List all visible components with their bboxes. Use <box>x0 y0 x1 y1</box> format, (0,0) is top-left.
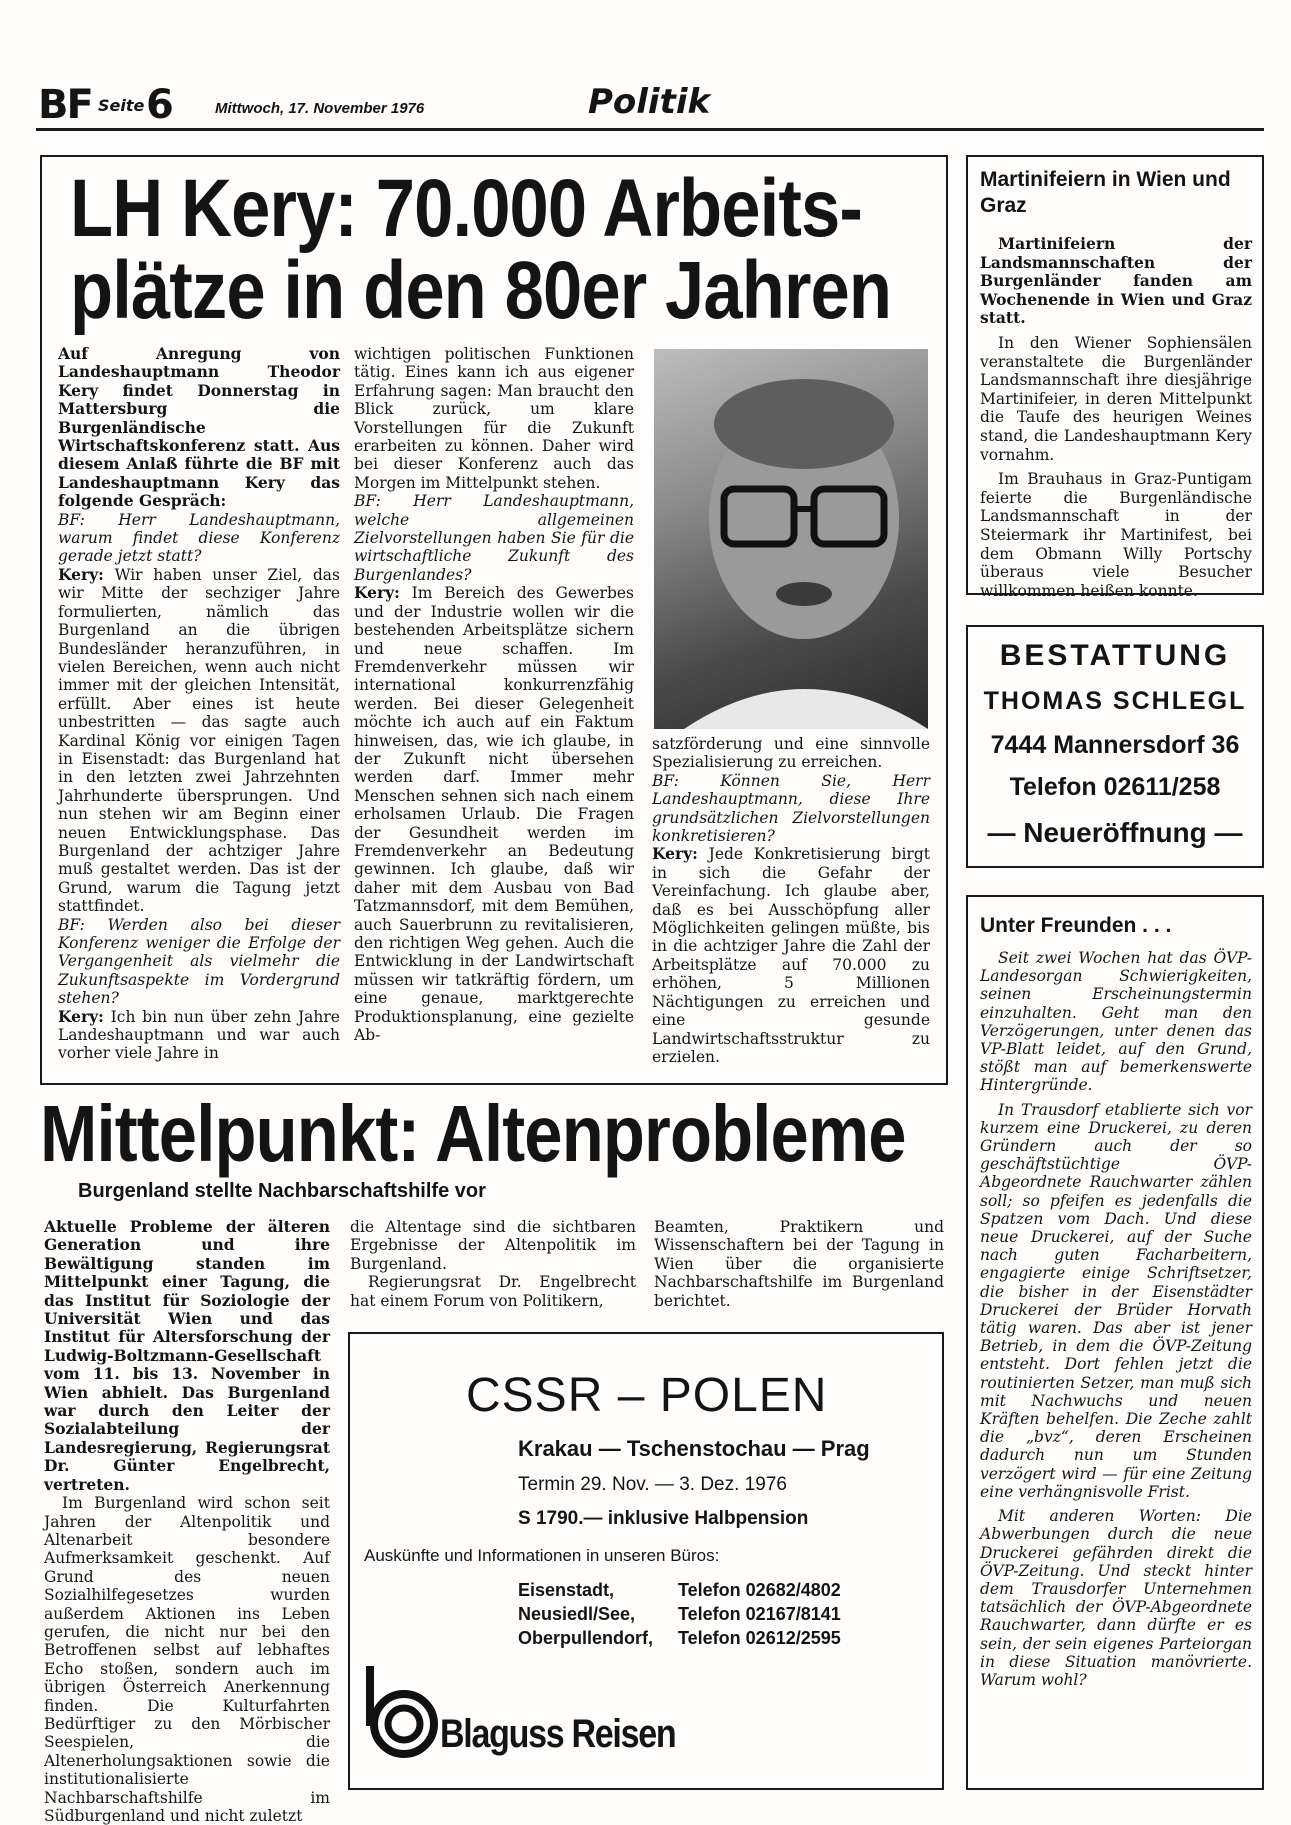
speaker-label: Kery: <box>58 564 104 584</box>
travel-ad-dates: Termin 29. Nov. — 3. Dez. 1976 <box>518 1474 787 1495</box>
page-number: 6 <box>146 82 174 128</box>
office-city: Oberpullendorf, <box>518 1628 653 1648</box>
article-kery-headline-2: plätze in den 80er Jahren <box>70 245 892 336</box>
answer: Jede Konkretisierung birgt in sich die Gefahr der Vereinfachung. Ich glaube aber, daß es bei Ausschöpfung aller Möglichkeiten gelingen müßte, bis in die achtziger Jahre die Zahl der Arbeitsplätze auf 70.000 zu erhöhen, 5 Millionen Nächtigungen zu erreichen und eine gesunde Landwirtschaftsstruktur zu erzielen. <box>652 845 930 1066</box>
travel-ad-info: Auskünfte und Informationen in unseren Büros: <box>364 1546 720 1565</box>
header-rule <box>36 128 1264 131</box>
answer: Ich bin nun über zehn Jahre Landeshauptmann und war auch vorher viele Jahre in <box>58 1007 340 1063</box>
article-kery-column-1 <box>58 345 340 1075</box>
funeral-ad <box>966 625 1264 868</box>
paragraph: wichtigen politischen Funktionen tätig. Eines kann ich aus eigener Erfahrung sagen: Man braucht den Blick zurück, um klare Vorstellungen für die Zukunft erarbeiten zu können. Daher wird bei dieser Konferenz auch das Morgen im Mittelpunkt stehen. <box>354 345 634 492</box>
office-phone: Telefon 02167/8141 <box>678 1604 841 1624</box>
travel-ad-cities: Krakau — Tschenstochau — Prag <box>518 1436 870 1461</box>
answer: Wir haben unser Ziel, das wir Mitte der sechziger Jahre formulierten, nämlich das Burgenland an die übrigen Bundesländer heranzuführen, in vielen Bereichen, wenn auch nicht immer mit der gleichen Intensität, erfüllt. Aber eines ist heute unbestritten — das sagte auch Kardinal König vor einigen Tagen in Eisenstadt: das Burgenland hat in den letzten zwei Jahrzehnten Jahrhunderte übersprungen. Und nun stehen wir am Beginn einer neuen Entwicklungsphase. Das Burgenland der achtziger Jahre muß gestaltet werden. Das ist der Grund, warum die Tagung jetzt stattfindet. <box>58 565 340 916</box>
section-title: Politik <box>588 82 711 122</box>
office-phone: Telefon 02612/2595 <box>678 1628 841 1648</box>
sidebar-martini-title: Martinifeiern in Wien und Graz <box>980 168 1231 217</box>
travel-ad-title: CSSR – POLEN <box>466 1369 828 1422</box>
question: BF: Herr Landeshauptmann, warum findet diese Konferenz gerade jetzt statt? <box>58 510 340 566</box>
question: BF: Herr Landeshauptmann, welche allgemeinen Zielvorstellungen haben Sie für die wirtschaftliche Zukunft des Burgenlandes? <box>354 492 634 584</box>
funeral-ad-line-5: — Neueröffnung — <box>987 817 1243 848</box>
funeral-ad-line-4: Telefon 02611/258 <box>1009 773 1221 801</box>
speaker-label: Kery: <box>652 844 698 864</box>
blaguss-logo-icon <box>362 1664 438 1760</box>
sidebar-friends-body <box>980 949 1252 1689</box>
paragraph: In den Wiener Sophiensälen veranstaltete die Burgenländer Landsmannschaft ihre diesjährige Martinifeier, in deren Mittelpunkt die Taufe des heurigen Weines stand, die Landeshauptmann Kery vornahm. <box>980 333 1252 464</box>
paragraph: Im Brauhaus in Graz-Puntigam feierte die Burgenländische Landsmannschaft in der Steiermark ihr Martinifest, bei dem Obmann Willy Portschy überaus viele Besucher willkommen heißen konnte. <box>980 470 1252 600</box>
speaker-label: Kery: <box>58 1006 104 1026</box>
funeral-ad-line-1: BESTATTUNG <box>999 639 1231 672</box>
question: BF: Können Sie, Herr Landeshauptmann, diese Ihre grundsätzlichen Zielvorstellungen konkretisieren? <box>652 771 930 846</box>
article-kery-column-3 <box>652 735 930 1075</box>
paragraph: Mit anderen Worten: Die Abwerbungen durch die neue Druckerei gefährden direkt die ÖVP-Zeitung. Und steckt hinter dem Trausdorfer Unternehmen tatsächlich der ÖVP-Abgeordnete Rauchwarter, dann dürfte er es sein, der sein eigenes Parteiorgan in diese Situation manövrierte. Warum wohl? <box>980 1507 1252 1689</box>
paragraph: Beamten, Praktikern und Wissenschaftern bei der Tagung in Wien über die organisierte Nachbarschaftshilfe im Burgenland berichtet. <box>654 1218 944 1310</box>
travel-ad-price: S 1790.— inklusive Halbpension <box>518 1508 809 1529</box>
office-city: Eisenstadt, <box>518 1580 615 1600</box>
travel-ad <box>348 1332 944 1790</box>
kery-portrait-photo <box>654 349 928 729</box>
paragraph: Seit zwei Wochen hat das ÖVP-Landesorgan Schwierigkeiten, seinen Erscheinungstermin einzuhalten. Geht man den Verzögerungen, unter denen das VP-Blatt leidet, auf den Grund, stößt man auf bemerkenswerte Hintergründe. <box>980 949 1252 1095</box>
question: BF: Werden also bei dieser Konferenz weniger die Erfolge der Vergangenheit als vielmehr die Zukunftsaspekte im Vordergrund stehen? <box>58 915 340 1008</box>
speaker-label: Kery: <box>354 583 400 603</box>
office-city: Neusiedl/See, <box>518 1604 636 1624</box>
office-phone: Telefon 02682/4802 <box>678 1580 841 1600</box>
page-label: Seite <box>98 96 145 115</box>
article-alten-column-2 <box>350 1218 636 1318</box>
funeral-ad-line-3: 7444 Mannersdorf 36 <box>990 731 1240 759</box>
sidebar-martini-body <box>980 235 1252 600</box>
paragraph: die Altentage sind die sichtbaren Ergebnisse der Altenpolitik im Burgenland. <box>350 1218 636 1273</box>
article-alten-column-3 <box>654 1218 944 1318</box>
article-kery-column-2 <box>354 345 634 1075</box>
travel-ad-brand: Blaguss Reisen <box>440 1712 676 1756</box>
article-kery-box <box>40 155 948 1085</box>
newspaper-logo: BF <box>38 82 92 128</box>
sidebar-martini-lead: Martinifeiern der Landsmannschaften der Burgenländer fanden am Wochenende in Wien und Graz statt. <box>980 234 1252 328</box>
paragraph: satzförderung und eine sinnvolle Spezialisierung zu erreichen. <box>652 735 930 772</box>
paragraph: Regierungsrat Dr. Engelbrecht hat einem Forum von Politikern, <box>350 1273 636 1310</box>
sidebar-friends-box <box>966 895 1264 1790</box>
paragraph: In Trausdorf etablierte sich vor kurzem eine Druckerei, zu deren Gründern auch der so geschäftstüchtige ÖVP-Abgeordnete Rauchwarter zählen soll; so pfeifen es jedenfalls die Spatzen vom Dach. Und diese neue Druckerei, auf der Suche nach guten Facharbeitern, engagierte einige Schriftsetzer, die bisher in der Eisenstädter Druckerei der Brüder Horvath tätig waren. Das aber ist jener Betrieb, in dem die ÖVP-Zeitung entsteht. Dort fehlen jetzt die routinierten Setzer, man muß sich mit Nachwuchs und neuen Kräften behelfen. Die Zeche zahlt die „bvz“, deren Erscheinen dadurch nun um Stunden verzögert wird — für eine Zeitung eine verhängnisvolle Frist. <box>980 1100 1252 1501</box>
article-kery-lead: Auf Anregung von Landeshauptmann Theodor Kery findet Donnerstag in Mattersburg die Burgenländische Wirtschaftskonferenz statt. Aus diesem Anlaß führte die BF mit Landeshauptmann Kery das folgende Gespräch: <box>58 344 340 511</box>
portrait-icon <box>654 349 928 729</box>
article-alten-headline: Mittelpunkt: Altenprobleme <box>40 1089 906 1178</box>
article-kery-headline-1: LH Kery: 70.000 Arbeits- <box>70 163 862 254</box>
article-alten-lead: Aktuelle Probleme der älteren Generation und ihre Bewältigung standen im Mittelpunkt einer Tagung, die das Institut für Soziologie der Universität Wien und das Institut für Altersforschung der Ludwig-Boltzmann-Gesellschaft vom 11. bis 13. November in Wien abhielt. Das Burgenland war durch den Leiter der Sozialabteilung der Landesregierung, Regierungsrat Dr. Günter Engelbrecht, vertreten. <box>44 1217 330 1494</box>
issue-date: Mittwoch, 17. November 1976 <box>215 100 425 117</box>
paragraph: Im Burgenland wird schon seit Jahren der Altenpolitik und Altenarbeit besondere Aufmerksamkeit geschenkt. Auf Grund des neuen Sozialhilfegesetzes wurden außerdem Aktionen ins Leben gerufen, die nicht nur bei den Betroffenen selbst auf lebhaftes Echo stoßen, sondern auch im übrigen Österreich Anerkennung finden. Die Kulturfahrten Bedürftiger zu den Mörbischer Seespielen, die Altenerholungsaktionen sowie die institutionalisierte Nachbarschaftshilfe im Südburgenland und nicht zuletzt <box>44 1494 330 1825</box>
sidebar-friends-title: Unter Freunden . . . <box>980 914 1172 937</box>
article-alten-column-1 <box>44 1217 330 1825</box>
article-alten-subheadline: Burgenland stellte Nachbarschaftshilfe vor <box>78 1180 486 1202</box>
sidebar-martini-box <box>966 155 1264 600</box>
answer: Im Bereich des Gewerbes und der Industrie wollen wir die bestehenden Arbeitsplätze sichern und neue schaffen. Im Fremdenverkehr müssen wir international konkurrenzfähig werden. Bei dieser Gelegenheit möchte ich auch auf ein Faktum hinweisen, das, wie ich glaube, in der Zukunft nicht übersehen werden darf. Immer mehr Menschen sehnen sich nach einem erholsamen Urlaub. Die Fragen der Gesundheit werden im Fremdenverkehr an Bedeutung gewinnen. Ich glaube, daß wir daher mit dem Ausbau von Bad Tatzmannsdorf, mit dem Bemühen, auch Sauerbrunn zu revitalisieren, den richtigen Weg gehen. Auch die Entwicklung in der Landwirtschaft müssen wir tatkräftig fördern, um eine genaue, marktgerechte Produktionsplanung, eine gezielte Ab- <box>354 584 634 1045</box>
funeral-ad-line-2: THOMAS SCHLEGL <box>983 687 1247 715</box>
